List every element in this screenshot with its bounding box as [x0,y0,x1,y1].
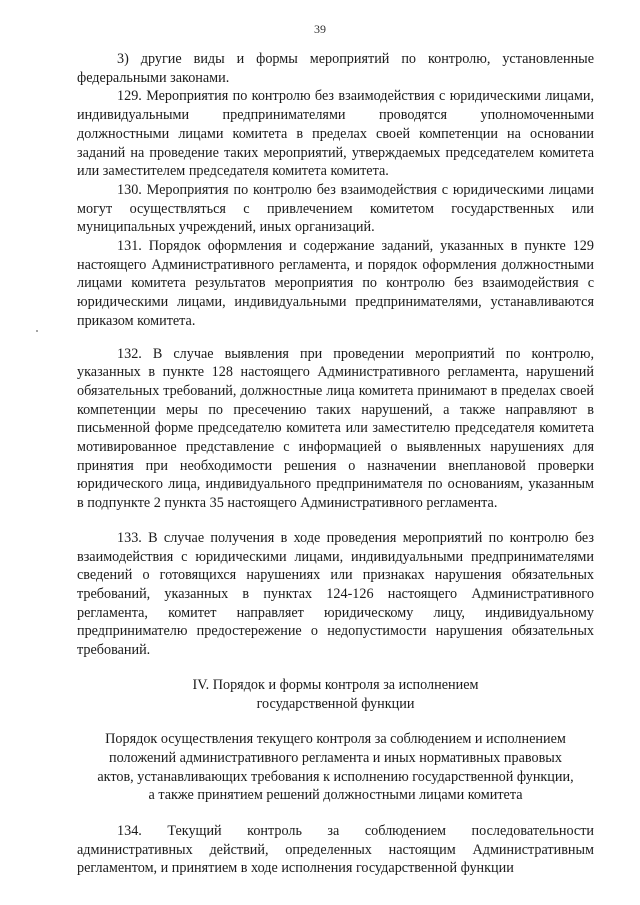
spacer [77,713,594,730]
section-subtitle [77,730,594,805]
spacer [77,331,594,345]
paragraph-other-forms: 3) другие виды и формы мероприятий по контролю, установленные федеральными законами. [77,51,594,86]
section-subtitle-line: а также принятием решений должностными лицами комитета [148,787,523,804]
spacer [77,805,594,822]
paragraph-132: 132. В случае выявления при проведении мероприятий по контролю, указанных в пункте 128 настоящего Административного регламента, нарушений обязательных требований, должностные лица комитета принимают в пределах своей компетенции меры по пресечению таких нарушений, а также направляют в письменной форме председателю комитета или заместителю председателя комитета мотивированное представление с информацией о выявленных нарушениях для принятия при необходимости решения о назначении внеплановой проверки юридического лица, индивидуального предпринимателя по основаниям, указанным в подпункте 2 пункта 35 настоящего Административного регламента. [77,345,594,512]
section-subtitle-line: Порядок осуществления текущего контроля за соблюдением и исполнением [105,731,566,748]
document-body [77,50,594,878]
section-subtitle-line: положений административного регламента и иных нормативных правовых [109,749,562,766]
page-number: 39 [314,22,326,36]
spacer [77,513,594,529]
paragraph-133: 133. В случае получения в ходе проведения мероприятий по контролю без взаимодействия с юридическими лицами, индивидуальными предпринимателями сведений о готовящихся нарушениях или признаках нарушения обязательных требований, указанных в пунктах 124-126 настоящего Административного регламента, комитет направляет юридическому лицу, индивидуальному предпринимателю предостережение о недопустимости нарушения обязательных требований. [77,529,594,659]
paragraph-130: 130. Мероприятия по контролю без взаимодействия с юридическими лицами могут осуществляться с привлечением комитетом государственных или муниципальных учреждений, иных организаций. [77,181,594,236]
section-title-line: IV. Порядок и формы контроля за исполнением [192,676,479,693]
section-title [77,676,594,713]
section-title-line: государственной функции [256,695,415,712]
spacer [77,660,594,676]
paragraph-131: 131. Порядок оформления и содержание заданий, указанных в пункте 129 настоящего Административного регламента, и порядок оформления должностными лицами комитета результатов мероприятия по контролю без взаимодействия с юридическими лицами, индивидуальными предпринимателями, устанавливаются приказом комитета. [77,238,594,329]
section-subtitle-line: актов, устанавливающих требования к исполнению государственной функции, [97,768,574,785]
margin-mark [36,330,38,332]
paragraph-134: 134. Текущий контроль за соблюдением последовательности административных действий, определенных настоящим Административным регламентом, и принятием в ходе исполнения государственной функции [77,823,594,877]
paragraph-129: 129. Мероприятия по контролю без взаимодействия с юридическими лицами, индивидуальными предпринимателями проводятся уполномоченными должностными лицами комитета в пределах своей компетенции на основании заданий на проведение таких мероприятий, утверждаемых председателем комитета или заместителем председателя комитета комитета. [77,88,594,180]
